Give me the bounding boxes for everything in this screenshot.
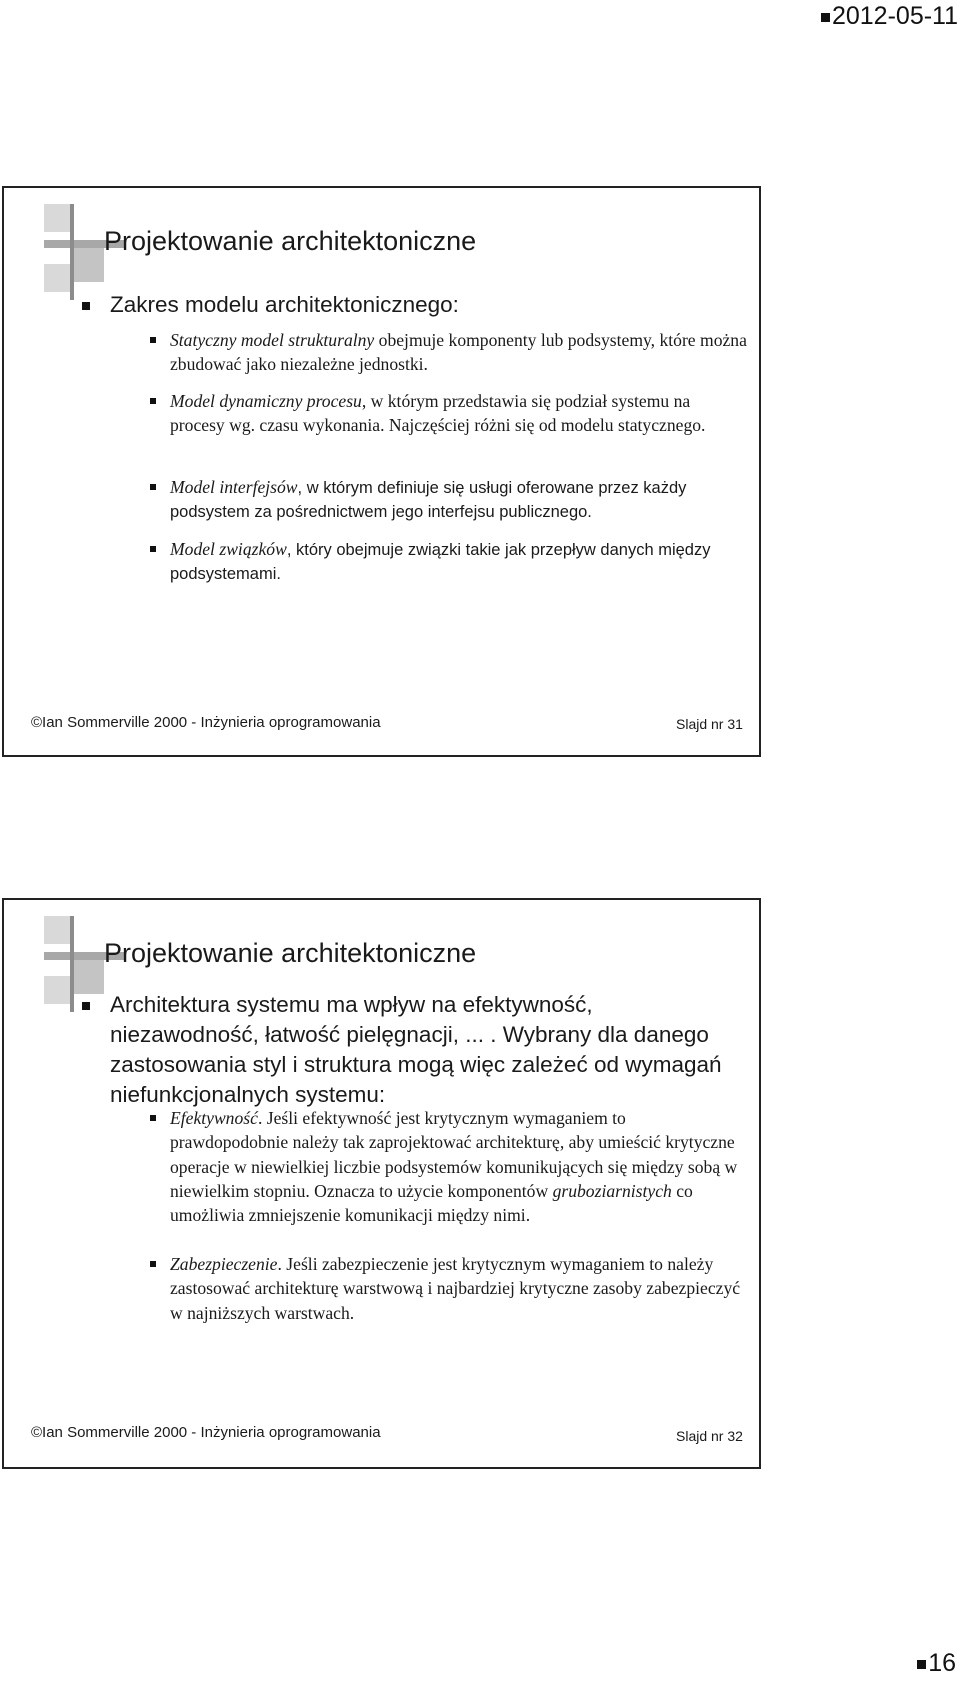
square-bullet-icon bbox=[150, 398, 156, 404]
emphasis: Model interfejsów bbox=[170, 477, 298, 497]
slide-footer-copyright: ©Ian Sommerville 2000 - Inżynieria oprogramowania bbox=[31, 714, 381, 731]
slide-footer-copyright: ©Ian Sommerville 2000 - Inżynieria oprogramowania bbox=[31, 1424, 381, 1441]
emphasis: Efektywność bbox=[170, 1108, 258, 1128]
sub-bullet-text: . Jeśli zabezpieczenie jest krytycznym wymaganiem to należy zastosować architekturę warstwową i najbardziej krytyczne zasoby zabezpieczyć w najniższych warstwach. bbox=[170, 1254, 741, 1323]
sub-bullet-text: . Jeśli efektywność jest krytycznym wymaganiem to prawdopodobnie należy tak zaprojektować architekturę, aby umieścić krytyczne operacje w niewielkiej liczbie podsystemów komunikujących się między sobą w niewielkim stopniu. Oznacza to użycie komponentów bbox=[170, 1108, 738, 1201]
emphasis: Statyczny model strukturalny bbox=[170, 330, 375, 350]
slide-32 bbox=[2, 898, 761, 1469]
page-number bbox=[917, 1649, 956, 1678]
square-bullet-icon bbox=[917, 1660, 926, 1669]
slide-number: Slajd nr 31 bbox=[676, 716, 743, 732]
sub-bullet-text: co umożliwia zmniejszenie komunikacji między nimi. bbox=[170, 1180, 693, 1226]
bullet-item bbox=[110, 290, 728, 320]
emphasis: Model związków bbox=[170, 539, 287, 559]
date-text: 2012-05-11 bbox=[831, 2, 958, 30]
square-bullet-icon bbox=[150, 484, 156, 490]
square-bullet-icon bbox=[150, 1261, 156, 1267]
sub-bullet-item bbox=[170, 537, 748, 587]
slide-number: Slajd nr 32 bbox=[676, 1428, 743, 1444]
square-bullet-icon bbox=[150, 337, 156, 343]
square-bullet-icon bbox=[821, 13, 830, 22]
emphasis: Zabezpieczenie bbox=[170, 1254, 278, 1274]
sub-bullet-item bbox=[170, 475, 748, 525]
page-number-text: 16 bbox=[928, 1649, 956, 1677]
sub-bullet-text: , który obejmuje związki takie jak przepływ danych między podsystemami. bbox=[170, 541, 711, 584]
slide-title: Projektowanie architektoniczne bbox=[104, 226, 477, 256]
square-bullet-icon bbox=[150, 1115, 156, 1121]
sub-bullet-text: , w którym przedstawia się podział systemu na procesy wg. czasu wykonania. Najczęściej różni się od modelu statycznego. bbox=[170, 391, 706, 436]
sub-bullet-text: obejmuje komponenty lub podsystemy, które można zbudować jako niezależne jednostki. bbox=[170, 330, 747, 375]
bullet-item bbox=[110, 990, 728, 1110]
page-header-date bbox=[821, 2, 958, 31]
square-bullet-icon bbox=[82, 1002, 90, 1010]
sub-bullet-item bbox=[170, 328, 748, 377]
square-bullet-icon bbox=[82, 302, 90, 310]
sub-bullet-item bbox=[170, 1252, 748, 1325]
emphasis: Model dynamiczny procesu bbox=[170, 391, 362, 411]
emphasis: gruboziarnistych bbox=[552, 1180, 672, 1201]
slide-title: Projektowanie architektoniczne bbox=[104, 938, 477, 968]
square-bullet-icon bbox=[150, 546, 156, 552]
sub-bullet-item bbox=[170, 389, 748, 438]
sub-bullet-item bbox=[170, 1106, 748, 1227]
sub-bullet-text: , w którym definiuje się usługi oferowane przez każdy podsystem za pośrednictwem jego interfejsu publicznego. bbox=[170, 479, 687, 522]
bullet-text: Zakres modelu architektonicznego: bbox=[110, 292, 459, 317]
bullet-text: Architektura systemu ma wpływ na efektywność, niezawodność, łatwość pielęgnacji, ... . Wybrany dla danego zastosowania styl i struktura mogą więc zależeć od wymagań niefunkcjonalnych systemu: bbox=[110, 992, 722, 1107]
slide-31 bbox=[2, 186, 761, 757]
